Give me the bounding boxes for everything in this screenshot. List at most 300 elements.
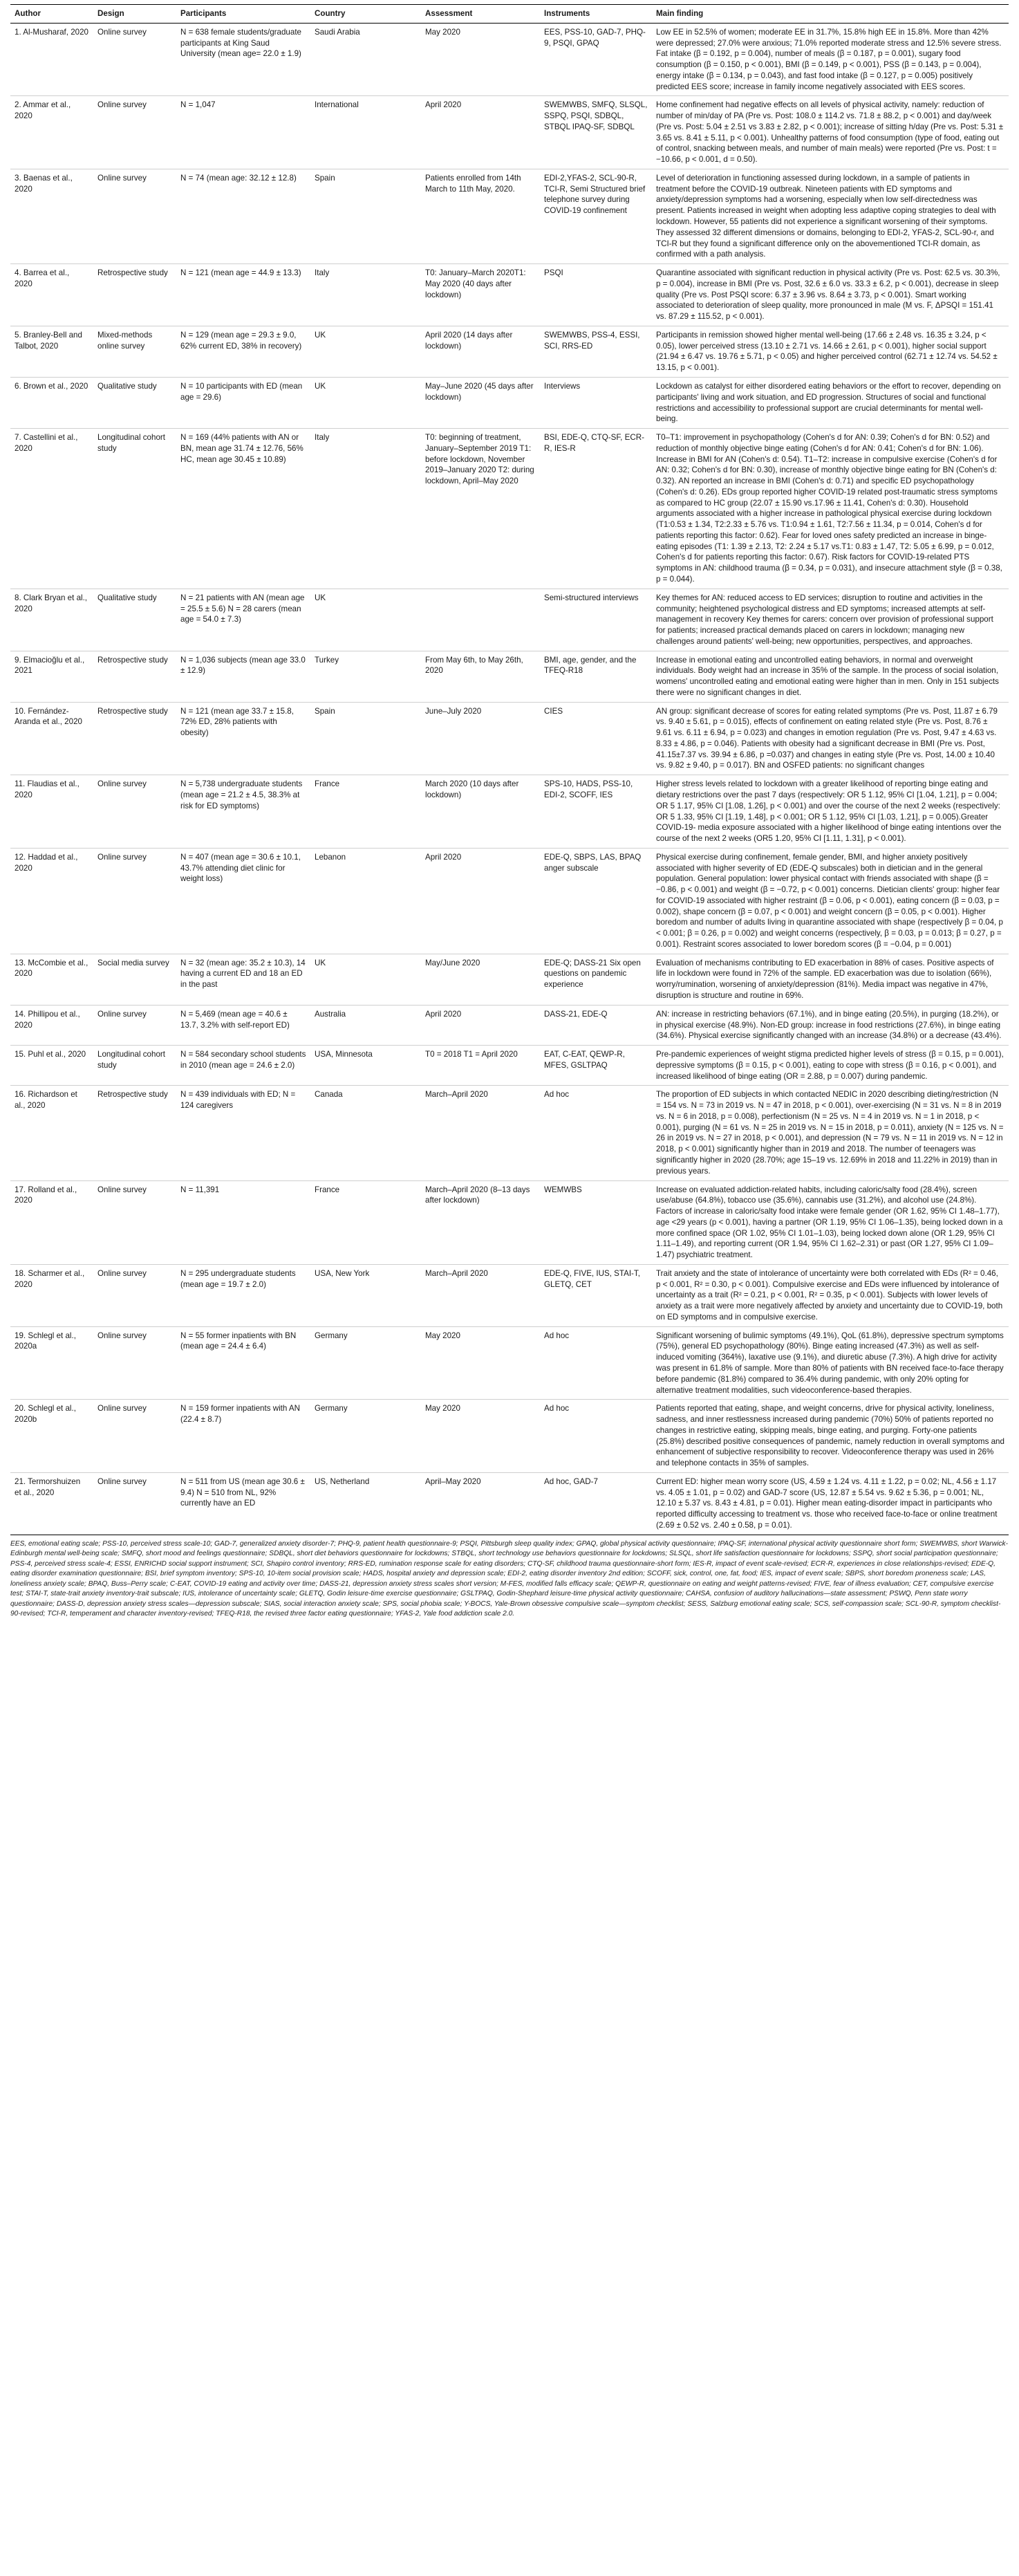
header-assessment: Assessment (421, 5, 540, 24)
cell-design-text: Longitudinal cohort study (97, 433, 165, 453)
cell-author (10, 96, 93, 169)
cell-country (310, 589, 421, 651)
cell-author (10, 1400, 93, 1473)
cell-country-text: France (315, 1185, 340, 1194)
cell-main-finding (652, 651, 1009, 702)
cell-main-finding-text: Evaluation of mechanisms contributing to ED exacerbation in 88% of cases. Positive aspects of life in lockdown were found in 72% of the sample. ED exacerbation was due to isolation (66%), worry/rumination, worsening of anxiety/depression (81%). Media impact was negative in 47%, disruption is structure and routine in 69%. (656, 958, 994, 1001)
cell-country (310, 702, 421, 775)
cell-assessment (421, 954, 540, 1005)
cell-instruments-text: Ad hoc (544, 1090, 570, 1100)
cell-participants (176, 326, 310, 377)
cell-main-finding-text: The proportion of ED subjects in which contacted NEDIC in 2020 describing dieting/restriction (N = 154 vs. N = 73 in 2019 vs. N = 47 in 2018, p < 0.001), over-exercising (N = 31 vs. N = 8 in 2019 vs. N = 6 in 2018, p = 0.008), perfectionism (N = 25 vs. N = 4 in 2019 vs. N = 1 in 2018, p < 0.001), purging (N = 61 vs. N = 25 in 2019 vs. N = 15 in 2018, p = 0.011), anxiety (N = 125 vs. N = 26 in 2019 vs. N = 27 in 2018, p < 0.001), and depression (N = 79 vs. N = 11 in 2019 vs. N = 12 in 2018, p < 0.001) significantly higher than in 2019 and 2018. The number of teenagers was significantly higher in 2020 (28.70%; age 15–19 vs. 12.69% in 2018 and 11.22% in 2019) than in previous years. (656, 1090, 1004, 1176)
cell-author (10, 1472, 93, 1535)
cell-country (310, 1046, 421, 1086)
cell-assessment (421, 651, 540, 702)
cell-main-finding (652, 589, 1009, 651)
cell-country-text: US, Netherland (315, 1476, 370, 1486)
cell-design (93, 96, 176, 169)
cell-assessment-text: April–May 2020 (425, 1476, 481, 1486)
cell-author-text: 3. Baenas et al., 2020 (15, 173, 73, 194)
cell-participants-text: N = 169 (44% patients with AN or BN, mean age 31.74 ± 12.76, 56% HC, mean age 30.45 ± 10.89) (180, 433, 303, 464)
cell-instruments-text: BSI, EDE-Q, CTQ-SF, ECR-R, IES-R (544, 433, 644, 453)
cell-country (310, 954, 421, 1005)
cell-design-text: Online survey (97, 1009, 147, 1019)
cell-assessment-text: March–April 2020 (425, 1090, 488, 1100)
cell-main-finding-text: Physical exercise during confinement, female gender, BMI, and higher anxiety positively associated with higher severity of ED (EDE-Q subscales) both in dietician and in the general population. General population: lower physical contact with friends associated with shape (β = −0.86, p < 0.001) and weight (β = −0.72, p < 0.001) concerns. Dietician clients' group: higher fear for COVID-19 associated with higher restraint (β = 0.06, p < 0.001), eating concern (β = 0.03, p = 0.002), shape concern (β = 0.07, p < 0.001) and weight concern (β = 0.05, p < 0.001). Higher boredom and number of adults living in quarantine associated with shape (respectively β = 0.04, p < 0.001; β = 0.26, p = 0.002) and weight concerns (respectively, β = 0.03, p = 0.013; β = 0.27, p = 0.001). Restraint scores associated to lower boredom scores (β = −0.04, p = 0.001) (656, 852, 1003, 949)
cell-assessment-text: May 2020 (425, 1331, 460, 1340)
cell-main-finding-text: Patients reported that eating, shape, and weight concerns, drive for physical activity, loneliness, sadness, and inner restlessness increased during pandemic (70%) 50% of patients reported no changes in restrictive eating, skipping meals, binge eating, and purging. Forty-one patients (25.8%) described positive consequences of pandemic, namely reduction in overall symptoms and enhancement of subjective responsibility to recover. Videoconference therapy was used in 26% and telephone contacts in 35% of samples. (656, 1404, 1004, 1468)
cell-assessment (421, 1326, 540, 1400)
header-main-finding: Main finding (652, 5, 1009, 24)
cell-assessment-text: May 2020 (425, 27, 460, 37)
cell-author-text: 7. Castellini et al., 2020 (15, 433, 78, 453)
cell-author-text: 19. Schlegl et al., 2020a (15, 1331, 76, 1351)
cell-country (310, 651, 421, 702)
cell-participants (176, 954, 310, 1005)
cell-instruments (540, 589, 652, 651)
cell-design (93, 1264, 176, 1326)
cell-main-finding (652, 429, 1009, 589)
cell-author-text: 2. Ammar et al., 2020 (15, 100, 71, 121)
cell-country-text: UK (315, 330, 326, 340)
cell-design (93, 326, 176, 377)
cell-design (93, 1005, 176, 1045)
abbreviations-footnote: EES, emotional eating scale; PSS-10, perceived stress scale-10; GAD-7, generalized anxiety disorder-7; PHQ-9, patient health questionnaire-9; PSQI, Pittsburgh sleep quality index; GPAQ, global physical activity questionnaire; IPAQ-SF, international physical activity questionnaire short form; SWEMWBS, short Warwick-Edinburgh mental well-being scale; SMFQ, short mood and feelings questionnaire; SDBQL, short diet behaviors questionnaire for lockdowns; STBQL, short technology use behaviors questionnaire for lockdowns; SLSQL, short life satisfaction questionnaire for lockdowns; SSPQ, short social participation questionnaire; PSS-4, perceived stress scale-4; ESSI, ENRICHD social support instrument; SCI, Shapiro control inventory; RRS-ED, rumination response scale for eating disorders; CTQ-SF, childhood trauma questionnaire-short form; IES-R, impact of event scale-revised; ECR-R, experiences in close relationships-revised; EDE-Q, eating disorder examination questionnaire; BSI, brief symptom inventory; SPS-10, 10-item social provision scale; HADS, hospital anxiety and depression scale; EDI-2, eating disorder inventory 2nd edition; SCOFF, sick, control, one, fat, food; IES, impact of event scale; SBPS, short boredom proneness scale; LAS, loneliness anxiety scale; BPAQ, Buss–Perry scale; C-EAT, COVID-19 eating and activity over time; DASS-21, depression anxiety stress scales short version; M-FES, modified falls efficacy scale; QEWP-R, questionnaire on eating and weight patterns-revised; FIVE, fear of illness evaluation; CET, compulsive exercise test; STAI-T, state-trait anxiety inventory-trait subscale; IUS, intolerance of uncertainty scale; GLETQ, Godin leisure-time exercise questionnaire; GSLTPAQ, Godin-Shephard leisure-time physical activity questionnaire; CAHSA, confusion of auditory hallucinations—state assessment; PSWQ, Penn state worry questionnaire; DASS-D, depression anxiety stress scales—depression subscale; SIAS, social interaction anxiety scale; SPS, social phobia scale; Y-BOCS, Yale-Brown obsessive compulsive scale—symptom checklist; SESS, Salzburg emotional eating scale; SCS, self-compassion scale; SCL-90-R, symptom checklist-90-revised; TCI-R, temperament and character inventory-revised; TFEQ-R18, the revised three factor eating questionnaire; YFAS-2, Yale food addiction scale 2.0. (10, 1539, 1008, 1618)
cell-design (93, 169, 176, 263)
cell-country-text: Spain (315, 706, 335, 716)
cell-main-finding (652, 377, 1009, 428)
cell-main-finding-text: Quarantine associated with significant reduction in physical activity (Pre vs. Post: 62.5 vs. 30.3%, p = 0.004), increase in BMI (Pre vs. Post, 32.6 ± 6.0 vs. 33.3 ± 6.2, p < 0.001), decrease in sleep quality (Pre vs. Post PSQI score: 6.37 ± 3.96 vs. 8.64 ± 3.73, p < 0.001). Smart working associated to deterioration of sleep quality, more pronounced in male (M vs. F, ΔPSQI = 151.41 vs. 87.29 ± 115.52, p < 0.001). (656, 268, 1000, 322)
cell-instruments (540, 702, 652, 775)
cell-main-finding-text: Level of deterioration in functioning assessed during lockdown, in a sample of patients in treatment before the COVID-19 outbreak. Nineteen patients with ED symptoms and anxiety/depression symptoms had a worsening, especially when low self-directedness was present. Patients increased in weight when adopting less adaptive coping strategies to deal with lockdown. However, 55 patients did not experience a significant worsening of their symptoms. They assessed 32 different dimensions or domains, belonging to EDI-2, YFAS-2, SCL-90-r, and TCI-R but they found a significant difference only on the abovementioned TCI-R domain, as confirmed with a path analysis. (656, 173, 996, 259)
cell-main-finding (652, 954, 1009, 1005)
cell-assessment (421, 1180, 540, 1264)
header-instruments: Instruments (540, 5, 652, 24)
cell-main-finding (652, 1086, 1009, 1180)
cell-participants-text: N = 407 (mean age = 30.6 ± 10.1, 43.7% attending diet clinic for weight loss) (180, 852, 301, 884)
cell-participants (176, 1046, 310, 1086)
cell-assessment-text: May/June 2020 (425, 958, 480, 967)
cell-author-text: 10. Fernández-Aranda et al., 2020 (15, 706, 82, 727)
cell-assessment (421, 848, 540, 954)
cell-instruments-text: CIES (544, 706, 563, 716)
cell-design-text: Online survey (97, 1268, 147, 1278)
cell-author (10, 1046, 93, 1086)
table-body (10, 23, 1009, 1535)
cell-country (310, 429, 421, 589)
cell-country-text: Germany (315, 1404, 348, 1414)
table-row (10, 589, 1009, 651)
header-author: Author (10, 5, 93, 24)
header-design: Design (93, 5, 176, 24)
cell-author (10, 169, 93, 263)
cell-main-finding-text: AN group: significant decrease of scores for eating related symptoms (Pre vs. Post, 11.87 ± 6.79 vs. 9.40 ± 5.61, p = 0.015), effects of confinement on eating related style (Pre vs. Post, 8.76 ± 9.61 vs. 6.11 ± 6.94, p = 0.023) and changes in emotion regulation (Pre vs. Post, 9.47 ± 4.63 vs. 8.33 ± 4.86, p = 0.046). Patients with obesity had a significant decrease in BMI (Pre vs. Post, 41.15±7.37 vs. 39.94 ± 6.86, p =0.037) and changes in eating style (Pre vs. Post, 14.00 ± 10.40 vs. 9.82 ± 9.40, p = 0.017). BN and OSFED patients: no significant changes (656, 706, 998, 770)
cell-participants-text: N = 21 patients with AN (mean age = 25.5 ± 5.6) N = 28 carers (mean age = 54.0 ± 7.3) (180, 593, 305, 624)
cell-author (10, 377, 93, 428)
cell-instruments-text: EDE-Q, SBPS, LAS, BPAQ anger subscale (544, 852, 642, 873)
cell-country-text: Australia (315, 1009, 346, 1019)
header-participants: Participants (176, 5, 310, 24)
cell-instruments (540, 23, 652, 96)
cell-instruments (540, 1086, 652, 1180)
cell-participants-text: N = 511 from US (mean age 30.6 ± 9.4) N = 510 from NL, 92% currently have an ED (180, 1476, 305, 1508)
cell-country-text: Italy (315, 268, 330, 278)
cell-country (310, 23, 421, 96)
cell-design (93, 848, 176, 954)
cell-instruments (540, 954, 652, 1005)
cell-author-text: 20. Schlegl et al., 2020b (15, 1404, 76, 1425)
cell-design (93, 429, 176, 589)
cell-participants (176, 651, 310, 702)
cell-country (310, 1005, 421, 1045)
cell-main-finding (652, 326, 1009, 377)
cell-main-finding (652, 1046, 1009, 1086)
cell-instruments (540, 377, 652, 428)
cell-design (93, 377, 176, 428)
cell-design-text: Retrospective study (97, 655, 168, 665)
cell-author-text: 15. Puhl et al., 2020 (15, 1050, 86, 1059)
cell-assessment-text: T0 = 2018 T1 = April 2020 (425, 1050, 518, 1059)
table-row (10, 377, 1009, 428)
cell-participants (176, 589, 310, 651)
cell-instruments-text: Semi-structured interviews (544, 593, 639, 602)
cell-design-text: Online survey (97, 27, 147, 37)
cell-participants-text: N = 584 secondary school students in 2010 (mean age = 24.6 ± 2.0) (180, 1050, 306, 1070)
cell-design (93, 651, 176, 702)
cell-country (310, 1326, 421, 1400)
cell-author (10, 1180, 93, 1264)
cell-participants (176, 775, 310, 849)
cell-main-finding-text: Higher stress levels related to lockdown with a greater likelihood of reporting binge eating and dietary restrictions over the past 7 days (respectively: OR 5 1.12, 95% CI [1.04, 1.21], p = 0.004; OR 5 1.17, 95% CI [1.08, 1.26], p < 0.001) and over the course of the next 2 weeks (respectively: OR 5 1.33, 95% CI [1.19, 1.48], p < 0.001; OR 5 1.12, 95% CI [1.03, 1.21], p = 0.005).Greater COVID-19- media exposure associated with a higher likelihood of binge eating intentions over the course of the next 2 weeks (OR5 1.20, 95% CI [1.11, 1.31], p < 0.001). (656, 779, 1002, 844)
cell-country-text: Italy (315, 433, 330, 443)
table-header (10, 5, 1009, 24)
cell-assessment (421, 169, 540, 263)
cell-design (93, 775, 176, 849)
cell-assessment (421, 96, 540, 169)
cell-main-finding-text: T0–T1: improvement in psychopathology (Cohen's d for AN: 0.39; Cohen's d for BN: 0.52) and reduction of monthly objective binge eating (Cohen's d for AN: 0.41; Cohen's d for BN: 1.06). Increase in BMI for AN (Cohen's d: 0.54). T1–T2: increase in compulsive exercise (Cohen's d for AN: 0.32; Cohen's d for BN: 0.30), increase of monthly objective binge eating for BN (Cohen's d: 0.32). AN reported an increase in BMI (Cohen's d: 0.71) and specific ED psychopathology (Cohen's d: 0.26). EDs group reported higher COVID-19 related post-traumatic stress symptoms as compared to HC group (22.07 ± 15.90 vs.17.96 ± 11.41, Cohen's d: 0.30). Household arguments associated with a higher increase in pathological physical exercise during lockdown (T1:0.53 ± 1.34, T2:2.33 ± 5.76 vs. T1:0.94 ± 1.61, T2:7.56 ± 11.34, p = 0.014, Cohen's d for patients reporting this factor: 0.62). Fear for loved ones safety predicted an increase in binge-eating episodes (T1: 1.39 ± 2.13, T2: 2.24 ± 5.17 vs.T1: 0.83 ± 1.47, T2: 5.05 ± 6.99, p = 0.012, Cohen's d for patients reporting this factor: 0.67). Risk factors for COVID-19-related PTS symptoms in AN: childhood trauma (β = 0.34, p = 0.031), and insecure attachment style (β = 0.38, p = 0.044). (656, 433, 1002, 584)
cell-assessment (421, 377, 540, 428)
cell-main-finding (652, 1400, 1009, 1473)
cell-participants-text: N = 439 individuals with ED; N = 124 caregivers (180, 1090, 296, 1111)
cell-design (93, 1180, 176, 1264)
cell-participants (176, 1005, 310, 1045)
cell-assessment-text: April 2020 (425, 852, 462, 862)
cell-assessment-text: T0: beginning of treatment, January–September 2019 T1: before lockdown, November 2019–January 2020 T2: during lockdown, April–May 2020 (425, 433, 534, 486)
cell-main-finding (652, 23, 1009, 96)
cell-main-finding (652, 1005, 1009, 1045)
header-country: Country (310, 5, 421, 24)
cell-assessment (421, 1086, 540, 1180)
cell-instruments-text: SPS-10, HADS, PSS-10, EDI-2, SCOFF, IES (544, 779, 633, 799)
cell-author (10, 23, 93, 96)
cell-author-text: 18. Scharmer et al., 2020 (15, 1268, 85, 1289)
cell-instruments-text: DASS-21, EDE-Q (544, 1009, 608, 1019)
cell-country (310, 775, 421, 849)
cell-design-text: Online survey (97, 1331, 147, 1340)
cell-main-finding (652, 1180, 1009, 1264)
cell-author-text: 17. Rolland et al., 2020 (15, 1185, 77, 1205)
cell-author-text: 11. Flaudias et al., 2020 (15, 779, 80, 799)
cell-main-finding-text: Significant worsening of bulimic symptoms (49.1%), QoL (61.8%), depressive spectrum symptoms (75%), general ED psychopathology (80%). Binge eating increased (47.3%) as well as self-induced vomiting (364%), laxative use (9.1%), and diuretic abuse (7.3%). A high drive for activity was present in 61.8% of sample. More than 80% of patients with BN received face-to-face therapy before pandemic (81.8%) compared to 36.4% during pandemic, with only 20% opting for alternative treatment modalities, such videoconference-based therapies. (656, 1331, 1004, 1395)
cell-author-text: 21. Termorshuizen et al., 2020 (15, 1476, 81, 1497)
cell-instruments (540, 775, 652, 849)
cell-instruments-text: SWEMWBS, PSS-4, ESSI, SCI, RRS-ED (544, 330, 640, 351)
cell-instruments-text: BMI, age, gender, and the TFEQ-R18 (544, 655, 637, 676)
cell-country (310, 848, 421, 954)
cell-author-text: 9. Elmacioğlu et al., 2021 (15, 655, 85, 676)
cell-participants (176, 1326, 310, 1400)
cell-country-text: USA, New York (315, 1268, 370, 1278)
cell-main-finding (652, 1264, 1009, 1326)
cell-participants-text: N = 5,738 undergraduate students (mean age = 21.2 ± 4.5, 38.3% at risk for ED symptoms) (180, 779, 303, 810)
cell-author (10, 1264, 93, 1326)
cell-main-finding (652, 96, 1009, 169)
cell-author (10, 702, 93, 775)
cell-author (10, 1326, 93, 1400)
cell-country-text: Saudi Arabia (315, 27, 360, 37)
cell-design (93, 1400, 176, 1473)
cell-instruments-text: Ad hoc, GAD-7 (544, 1476, 598, 1486)
cell-country (310, 264, 421, 326)
cell-country (310, 1180, 421, 1264)
cell-instruments-text: EDE-Q; DASS-21 Six open questions on pandemic experience (544, 958, 641, 990)
table-row (10, 429, 1009, 589)
cell-assessment-text: T0: January–March 2020T1: May 2020 (40 days after lockdown) (425, 268, 526, 299)
cell-country-text: Germany (315, 1331, 348, 1340)
cell-country-text: UK (315, 593, 326, 602)
table-row (10, 954, 1009, 1005)
table-row (10, 326, 1009, 377)
cell-participants (176, 1086, 310, 1180)
cell-instruments (540, 1046, 652, 1086)
cell-main-finding-text: Key themes for AN: reduced access to ED services; disruption to routine and activities in the community; heightened psychological distress and ED symptoms; increased attempts at self-management in recovery Key themes for carers: concern over provision of professional support for patients; increased practical demands placed on carers in lockdown; managing new challenges around patients' well-being; new opportunities, perspectives, and approaches. (656, 593, 993, 646)
cell-instruments (540, 264, 652, 326)
cell-author (10, 429, 93, 589)
cell-participants-text: N = 638 female students/graduate participants at King Saud University (mean age= 22.0 ± 1.9) (180, 27, 301, 59)
cell-author (10, 848, 93, 954)
cell-author-text: 4. Barrea et al., 2020 (15, 268, 70, 288)
cell-author (10, 651, 93, 702)
cell-assessment-text: April 2020 (425, 100, 462, 110)
cell-author (10, 1086, 93, 1180)
cell-author-text: 1. Al-Musharaf, 2020 (15, 27, 88, 37)
table-row (10, 1472, 1009, 1535)
cell-author-text: 6. Brown et al., 2020 (15, 381, 88, 391)
cell-design-text: Mixed-methods online survey (97, 330, 153, 351)
cell-assessment (421, 1046, 540, 1086)
cell-assessment-text: June–July 2020 (425, 706, 482, 716)
cell-instruments-text: SWEMWBS, SMFQ, SLSQL, SSPQ, PSQI, SDBQL, STBQL IPAQ-SF, SDBQL (544, 100, 648, 131)
cell-instruments-text: Interviews (544, 381, 581, 391)
cell-assessment-text: April 2020 (14 days after lockdown) (425, 330, 513, 351)
cell-country (310, 169, 421, 263)
cell-main-finding-text: AN: increase in restricting behaviors (67.1%), and in binge eating (20.5%), in purging (18.2%), or in physical exercise (48.9%). Non-ED group: increase in food restrictions (27.6%), in binge eating (34.6%). Physical exercise significantly changed with an increase (34.8%) or a decrease (43.4%). (656, 1009, 1002, 1041)
cell-design-text: Retrospective study (97, 1090, 168, 1100)
cell-participants (176, 169, 310, 263)
cell-design-text: Online survey (97, 100, 147, 110)
cell-country-text: Turkey (315, 655, 339, 665)
cell-instruments (540, 1005, 652, 1045)
cell-country (310, 1472, 421, 1535)
cell-participants (176, 429, 310, 589)
cell-author (10, 775, 93, 849)
cell-main-finding (652, 1326, 1009, 1400)
table-row (10, 702, 1009, 775)
cell-instruments (540, 848, 652, 954)
cell-main-finding-text: Trait anxiety and the state of intolerance of uncertainty were both correlated with EDs (R² = 0.46, p < 0.001, R² = 0.30, p < 0.001). Compulsive exercise and EDs were influenced by intolerance of uncertainty as a trait (R² = 0.21, p < 0.001, R² = 0.35, p < 0.001). Subjects with lower levels of anxiety as a trait were more negatively affected by anxiety and uncertainty due to COVID-19, both on ED symptoms and in compulsive exercise. (656, 1268, 1003, 1322)
cell-participants-text: N = 121 (mean age 33.7 ± 15.8, 72% ED, 28% patients with obesity) (180, 706, 294, 738)
cell-main-finding-text: Home confinement had negative effects on all levels of physical activity, namely: reduction of number of min/day of PA (Pre vs. Post: 108.0 ± 114.2 vs. 71.8 ± 88.2, p < 0.001) and day/week (Pre vs. Post: 5.04 ± 2.51 vs 3.83 ± 2.82, p < 0.001); increase of sitting h/day (Pre vs. Post: 5.31 ± 3.65 vs. 8.41 ± 5.11, p < 0.001). Unhealthy patterns of food consumption (type of food, eating out of control, snacking between meals, and number of main meals) were reported (Pre vs. Post: t = −10.66, p < 0.001, d = 0.50). (656, 100, 1004, 165)
table-row (10, 264, 1009, 326)
cell-author-text: 13. McCombie et al., 2020 (15, 958, 88, 979)
cell-instruments (540, 651, 652, 702)
cell-participants-text: N = 129 (mean age = 29.3 ± 9.0, 62% current ED, 38% in recovery) (180, 330, 302, 351)
cell-instruments (540, 1326, 652, 1400)
cell-participants-text: N = 74 (mean age: 32.12 ± 12.8) (180, 173, 297, 183)
cell-assessment-text: April 2020 (425, 1009, 462, 1019)
cell-design (93, 954, 176, 1005)
cell-author-text: 16. Richardson et al., 2020 (15, 1090, 77, 1111)
cell-main-finding (652, 264, 1009, 326)
table-row (10, 1180, 1009, 1264)
cell-participants (176, 702, 310, 775)
cell-participants (176, 848, 310, 954)
cell-assessment (421, 1005, 540, 1045)
cell-instruments (540, 169, 652, 263)
cell-design (93, 1472, 176, 1535)
table-row (10, 1326, 1009, 1400)
cell-main-finding-text: Increase on evaluated addiction-related habits, including caloric/salty food (28.4%), screen use/abuse (64.8%), tobacco use (35.6%), cannabis use (31.2%), and alcohol use (24.8%). Factors of increase in caloric/salty food intake were female gender (OR 1.62, 95% CI 1.48–1.77), age <29 years (p < 0.001), having a partner (OR 1.19, 95% CI 1.06–1.35), being locked down in a more confined space (OR 1.02, 95% CI 1.01–1.03), being locked down alone (OR 1.29, 95% CI 1.11–1.49), and reporting current (OR 1.94, 95% CI 1.62–2.31) or past (OR 1.27, 95% CI 1.09–1.47) psychiatric treatment. (656, 1185, 1003, 1260)
table-row (10, 1400, 1009, 1473)
cell-design-text: Qualitative study (97, 381, 157, 391)
cell-participants-text: N = 5,469 (mean age = 40.6 ± 13.7, 3.2% with self-report ED) (180, 1009, 290, 1030)
cell-assessment-text: From May 6th, to May 26th, 2020 (425, 655, 523, 676)
cell-assessment-text: March 2020 (10 days after lockdown) (425, 779, 519, 799)
cell-participants-text: N = 55 former inpatients with BN (mean age = 24.4 ± 6.4) (180, 1331, 297, 1351)
cell-assessment-text: Patients enrolled from 14th March to 11th May, 2020. (425, 173, 521, 194)
cell-participants (176, 1400, 310, 1473)
table-row (10, 1086, 1009, 1180)
cell-instruments-text: EES, PSS-10, GAD-7, PHQ-9, PSQI, GPAQ (544, 27, 646, 48)
cell-design (93, 1326, 176, 1400)
cell-design-text: Online survey (97, 173, 147, 183)
cell-participants-text: N = 1,036 subjects (mean age 33.0 ± 12.9) (180, 655, 306, 676)
cell-country (310, 1400, 421, 1473)
cell-design (93, 702, 176, 775)
cell-design (93, 23, 176, 96)
cell-assessment (421, 1400, 540, 1473)
cell-assessment-text: March–April 2020 (425, 1268, 488, 1278)
cell-author-text: 5. Branley-Bell and Talbot, 2020 (15, 330, 82, 351)
cell-instruments (540, 96, 652, 169)
cell-assessment (421, 429, 540, 589)
cell-design (93, 264, 176, 326)
cell-design (93, 1046, 176, 1086)
cell-participants-text: N = 32 (mean age: 35.2 ± 10.3), 14 having a current ED and 18 an ED in the past (180, 958, 306, 990)
cell-participants (176, 1472, 310, 1535)
cell-instruments-text: EAT, C-EAT, QEWP-R, MFES, GSLTPAQ (544, 1050, 625, 1070)
cell-assessment (421, 589, 540, 651)
table-row (10, 848, 1009, 954)
cell-design-text: Online survey (97, 779, 147, 789)
cell-main-finding (652, 702, 1009, 775)
cell-country-text: Spain (315, 173, 335, 183)
cell-author (10, 954, 93, 1005)
cell-author-text: 14. Phillipou et al., 2020 (15, 1009, 80, 1030)
cell-country (310, 377, 421, 428)
cell-participants (176, 377, 310, 428)
document (10, 0, 1009, 1620)
cell-assessment-text: March–April 2020 (8–13 days after lockdown) (425, 1185, 530, 1205)
table-row (10, 1046, 1009, 1086)
cell-author (10, 326, 93, 377)
cell-author-text: 8. Clark Bryan et al., 2020 (15, 593, 88, 613)
cell-country-text: UK (315, 381, 326, 391)
cell-assessment-text: May 2020 (425, 1404, 460, 1414)
cell-country-text: Lebanon (315, 852, 346, 862)
cell-main-finding-text: Low EE in 52.5% of women; moderate EE in 31.7%, 15.8% high EE in 15.8%. More than 42% were depressed; 27.0% were anxious; 71.0% reported moderate stress and 12.5% severe stress. Fat intake (β = 0.192, p = 0.004), number of meals (β = 0.187, p = 0.001), sugary food consumption (β = 0.150, p < 0.001), BMI (β = 0.149, p < 0.001), PSS (β = 0.143, p = 0.004), energy intake (β = 0.134, p = 0.043), and fast food intake (β = 0.127, p = 0.005) positively predicted EES score; increase in family income negatively associated with EES scores. (656, 27, 1002, 91)
cell-main-finding (652, 848, 1009, 954)
studies-table (10, 4, 1009, 1535)
cell-participants (176, 23, 310, 96)
cell-participants-text: N = 11,391 (180, 1185, 220, 1194)
cell-design (93, 589, 176, 651)
cell-country-text: USA, Minnesota (315, 1050, 373, 1059)
cell-main-finding (652, 1472, 1009, 1535)
cell-main-finding-text: Current ED: higher mean worry score (US, 4.59 ± 1.24 vs. 4.11 ± 1.22, p = 0.02; NL, 4.56 ± 1.17 vs. 4.05 ± 1.01, p = 0.02) and GAD-7 score (US, 12.87 ± 5.54 vs. 9.62 ± 5.36, p = 0.001; NL, 12.10 ± 5.37 vs. 8.43 ± 4.81, p = 0.01). Higher mean eating-disorder impact in participants who reported difficulty accessing to treatment vs. those who received face-to-face or online treatment (2.69 ± 0.52 vs. 2.40 ± 0.58, p = 0.01). (656, 1476, 998, 1530)
cell-instruments (540, 429, 652, 589)
cell-instruments (540, 326, 652, 377)
cell-instruments-text: EDI-2,YFAS-2, SCL-90-R, TCI-R, Semi Structured brief telephone survey during COVID-19 confinement (544, 173, 646, 216)
cell-country-text: International (315, 100, 359, 110)
cell-assessment-text: May–June 2020 (45 days after lockdown) (425, 381, 534, 402)
cell-country (310, 96, 421, 169)
cell-participants-text: N = 10 participants with ED (mean age = 29.6) (180, 381, 303, 402)
table-row (10, 96, 1009, 169)
cell-instruments-text: PSQI (544, 268, 563, 278)
table-row (10, 23, 1009, 96)
table-row (10, 775, 1009, 849)
cell-design-text: Online survey (97, 1185, 147, 1194)
cell-author (10, 589, 93, 651)
cell-design-text: Longitudinal cohort study (97, 1050, 165, 1070)
cell-country-text: Canada (315, 1090, 343, 1100)
cell-country (310, 1264, 421, 1326)
cell-country (310, 326, 421, 377)
cell-participants-text: N = 121 (mean age = 44.9 ± 13.3) (180, 268, 301, 278)
cell-country-text: UK (315, 958, 326, 967)
cell-instruments (540, 1472, 652, 1535)
cell-instruments (540, 1264, 652, 1326)
cell-assessment (421, 326, 540, 377)
cell-assessment (421, 1472, 540, 1535)
cell-main-finding (652, 169, 1009, 263)
cell-main-finding-text: Participants in remission showed higher mental well-being (17.66 ± 2.48 vs. 16.35 ± 3.24, p < 0.05), lower perceived stress (13.10 ± 2.71 vs. 14.66 ± 2.61, p < 0.001), higher social support (21.94 ± 6.47 vs. 19.76 ± 5.71, p < 0.05) and higher perceived control (62.71 ± 12.74 vs. 54.52 ± 13.15, p < 0.001). (656, 330, 998, 373)
cell-main-finding-text: Pre-pandemic experiences of weight stigma predicted higher levels of stress (β = 0.15, p = 0.001), depressive symptoms (β = 0.15, p < 0.001), eating to cope with stress (β = 0.16, p < 0.001), and increased likelihood of binge eating (OR = 2.88, p = 0.007) during pandemic. (656, 1050, 1004, 1081)
cell-participants-text: N = 1,047 (180, 100, 216, 110)
table-row (10, 1005, 1009, 1045)
cell-participants-text: N = 159 former inpatients with AN (22.4 ± 8.7) (180, 1404, 301, 1425)
cell-design-text: Social media survey (97, 958, 169, 967)
cell-instruments-text: Ad hoc (544, 1404, 570, 1414)
cell-design-text: Retrospective study (97, 268, 168, 278)
cell-author (10, 1005, 93, 1045)
cell-instruments (540, 1180, 652, 1264)
cell-country-text: France (315, 779, 340, 789)
cell-participants-text: N = 295 undergraduate students (mean age = 19.7 ± 2.0) (180, 1268, 296, 1289)
table-row (10, 169, 1009, 263)
cell-assessment (421, 775, 540, 849)
